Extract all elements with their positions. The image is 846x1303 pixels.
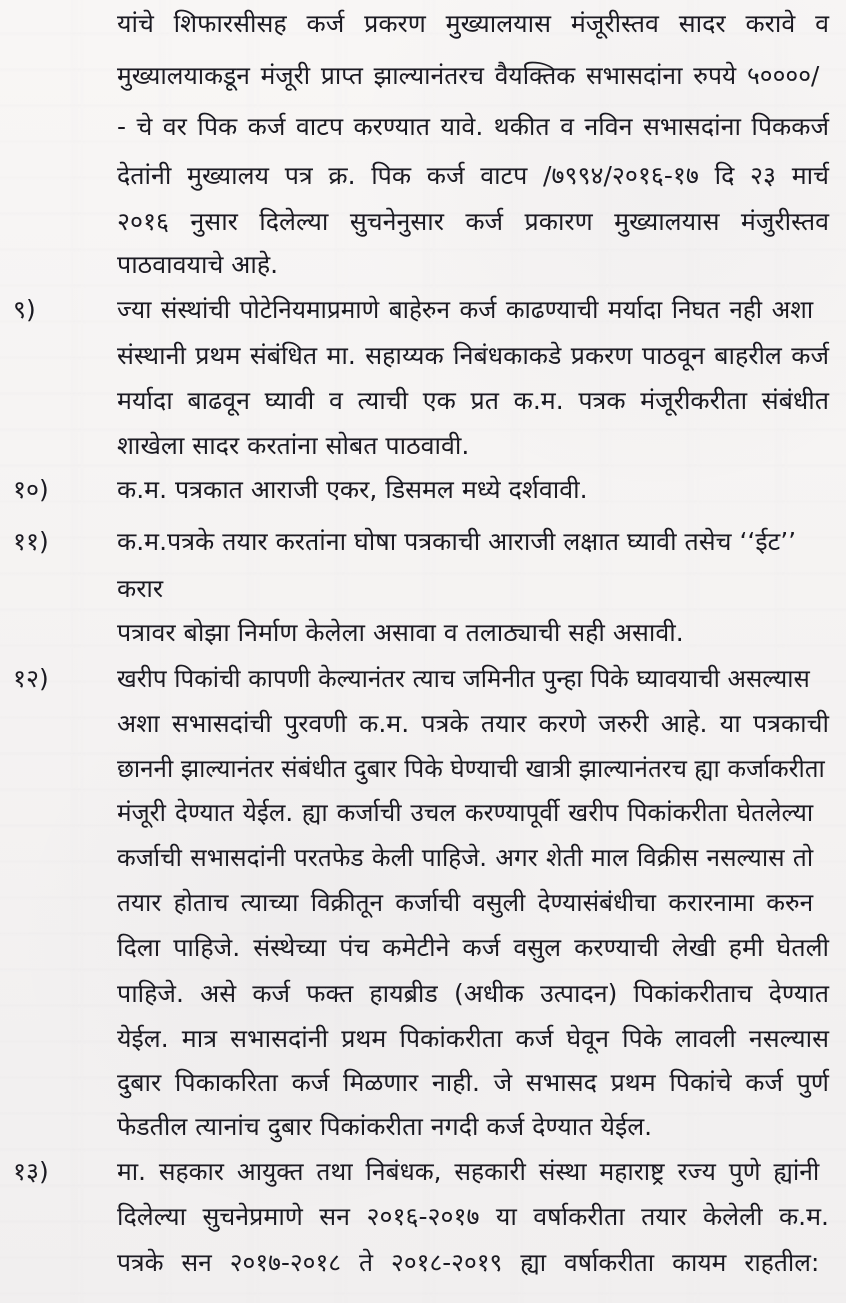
item-9-line-1: ज्या संस्थांची पोटेनियमाप्रमाणे बाहेरुन कर्ज काढण्याची मर्यादा निघत नही अशा <box>117 295 814 324</box>
item-12-line-7: दिला पाहिजे. संस्थेच्या पंच कमेटीने कर्ज वसुल करण्याची लेखी हमी घेतली <box>117 933 829 962</box>
continued-paragraph-line-6: पाठवावयाचे आहे. <box>117 250 279 279</box>
item-12-line-10: दुबार पिकाकरिता कर्ज मिळणार नाही. जे सभासद प्रथम पिकांचे कर्ज पुर्ण <box>117 1068 829 1097</box>
item-9-line-3: मर्यादा बाढवून घ्यावी व त्याची एक प्रत क.म. पत्रक मंजूरीकरीता संबंधीत <box>117 386 829 415</box>
item-12-line-11: फेडतील त्यानांच दुबार पिकांकरीता नगदी कर्ज देण्यात येईल. <box>117 1112 653 1141</box>
item-13-line-2: दिलेल्या सुचनेप्रमाणे सन २०१६-२०१७ या वर्षाकरीता तयार केलेली क.म. <box>117 1202 829 1231</box>
item-marker-12: १२) <box>13 664 49 693</box>
item-marker-9: ९) <box>13 295 36 324</box>
item-9-line-2: संस्थानी प्रथम संबंधित मा. सहाय्यक निबंधकाकडे प्रकरण पाठवून बाहरील कर्ज <box>117 341 829 370</box>
item-12-line-8: पाहिजे. असे कर्ज फक्त हायब्रीड (अधीक उत्पादन) पिकांकरीताच देण्यात <box>117 979 829 1008</box>
item-12-line-3: छाननी झाल्यानंतर संबंधीत दुबार पिके घेण्याची खात्री झाल्यानंतरच ह्या कर्जाकरीता <box>117 754 825 783</box>
item-11-line-3: पत्रावर बोझा निर्माण केलेला असावा व तलाठ्याची सही असावी. <box>117 618 684 647</box>
continued-paragraph-line-1: यांचे शिफारसीसह कर्ज प्रकरण मुख्यालयास मंजूरीस्तव सादर करावे व <box>117 9 829 38</box>
item-11-line-1: क.म.पत्रके तयार करतांना घोषा पत्रकाची आराजी लक्षात घ्यावी तसेच ‘‘ईट’’ <box>117 527 797 556</box>
continued-paragraph-line-2: मुख्यालयाकडून मंजूरी प्राप्त झाल्यानंतरच वैयक्तिक सभासदांना रुपये ५००००/ <box>117 61 820 90</box>
item-13-line-1: मा. सहकार आयुक्त तथा निबंधक, सहकारी संस्था महाराष्ट्र रज्य पुणे ह्यांनी <box>117 1157 820 1186</box>
item-13-line-3: पत्रके सन २०१७-२०१८ ते २०१८-२०१९ ह्या वर्षाकरीता कायम राहतील: <box>117 1248 820 1277</box>
item-9-line-4: शाखेला सादर करतांना सोबत पाठवावी. <box>117 431 470 460</box>
continued-paragraph-line-5: २०१६ नुसार दिलेल्या सुचनेनुसार कर्ज प्रकारण मुख्यालयास मंजुरीस्तव <box>117 207 829 236</box>
item-12-line-1: खरीप पिकांची कापणी केल्यानंतर त्याच जमिनीत पुन्हा पिके घ्यावयाची असल्यास <box>117 664 810 693</box>
item-12-line-5: कर्जाची सभासदांनी परतफेड केली पाहिजे. अगर शेती माल विक्रीस नसल्यास तो <box>117 843 814 872</box>
item-11-line-2: करार <box>117 574 164 603</box>
item-12-line-4: मंजूरी देण्यात येईल. ह्या कर्जाची उचल करण्यापूर्वी खरीप पिकांकरीता घेतलेल्या <box>117 798 814 827</box>
item-12-line-2: अशा सभासदांची पुरवणी क.म. पत्रके तयार करणे जरुरी आहे. या पत्रकाची <box>117 709 829 738</box>
item-marker-11: ११) <box>13 527 49 556</box>
item-10-line: क.म. पत्रकात आराजी एकर, डिसमल मध्ये दर्शवावी. <box>117 475 588 504</box>
item-12-line-6: तयार होताच त्याच्या विक्रीतून कर्जाची वसुली देण्यासंबंधीचा करारनामा करुन <box>117 888 814 917</box>
continued-paragraph-line-4: देतांनी मुख्यालय पत्र क्र. पिक कर्ज वाटप /७९९४/२०१६-१७ दि २३ मार्च <box>117 161 829 190</box>
item-marker-10: १०) <box>13 475 49 504</box>
item-12-line-9: येईल. मात्र सभासदांनी प्रथम पिकांकरीता कर्ज घेवून पिके लावली नसल्यास <box>117 1024 829 1053</box>
continued-paragraph-line-3: - चे वर पिक कर्ज वाटप करण्यात यावे. थकीत व नविन सभासदांना पिककर्ज <box>117 112 829 141</box>
item-marker-13: १३) <box>13 1157 49 1186</box>
